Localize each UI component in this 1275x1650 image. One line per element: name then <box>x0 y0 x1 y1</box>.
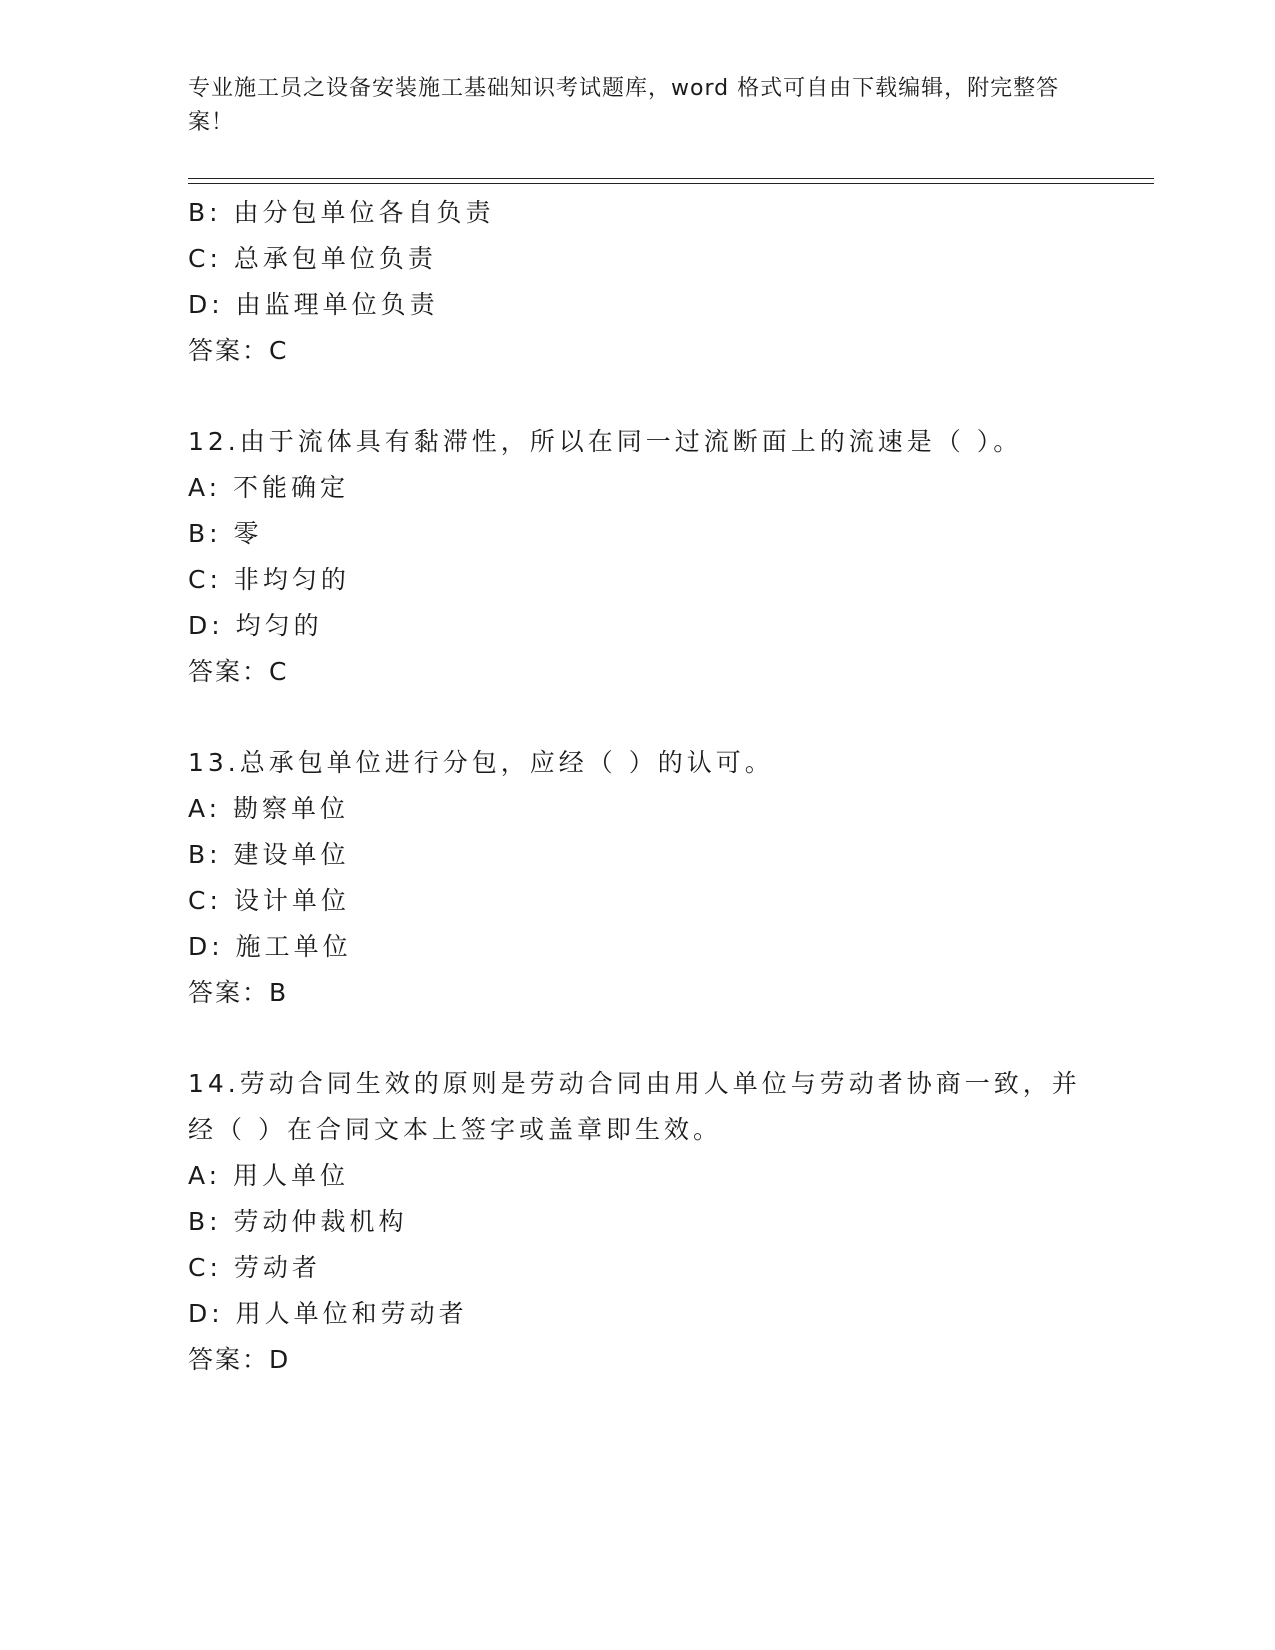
question-14 <box>188 1061 1088 1383</box>
header-divider-bottom <box>188 183 1154 184</box>
question-stem-line-1: 14.劳动合同生效的原则是劳动合同由用人单位与劳动者协商一致，并 <box>188 1069 1081 1098</box>
option-b: B: 由分包单位各自负责 <box>188 198 495 227</box>
question-12 <box>188 419 1088 695</box>
page-header: 专业施工员之设备安装施工基础知识考试题库，word 格式可自由下载编辑，附完整答案！ <box>188 76 1060 135</box>
option-c: C: 劳动者 <box>188 1253 321 1282</box>
option-d: D: 用人单位和劳动者 <box>188 1299 468 1328</box>
answer-line: 答案：C <box>188 657 289 686</box>
header-divider-top <box>188 178 1154 179</box>
option-d: D: 由监理单位负责 <box>188 290 439 319</box>
spacer <box>188 1016 1088 1061</box>
option-c: C: 非均匀的 <box>188 565 350 594</box>
question-stem: 12.由于流体具有黏滞性，所以在同一过流断面上的流速是（ ）。 <box>188 427 1023 456</box>
option-b: B: 零 <box>188 519 263 548</box>
option-a: A: 勘察单位 <box>188 794 350 823</box>
exam-content <box>188 190 1088 1383</box>
option-d: D: 施工单位 <box>188 932 352 961</box>
option-a: A: 用人单位 <box>188 1161 350 1190</box>
spacer <box>188 695 1088 740</box>
question-stem-line-2: 经（ ）在合同文本上签字或盖章即生效。 <box>188 1115 722 1144</box>
option-b: B: 建设单位 <box>188 840 350 869</box>
answer-line: 答案：C <box>188 336 289 365</box>
answer-line: 答案：D <box>188 1345 291 1374</box>
question-13 <box>188 740 1088 1016</box>
option-c: C: 设计单位 <box>188 886 350 915</box>
option-a: A: 不能确定 <box>188 473 350 502</box>
spacer <box>188 374 1088 419</box>
option-b: B: 劳动仲裁机构 <box>188 1207 408 1236</box>
option-d: D: 均匀的 <box>188 611 323 640</box>
question-fragment <box>188 190 1088 374</box>
answer-line: 答案：B <box>188 978 289 1007</box>
option-c: C: 总承包单位负责 <box>188 244 437 273</box>
question-stem: 13.总承包单位进行分包，应经（ ）的认可。 <box>188 748 774 777</box>
